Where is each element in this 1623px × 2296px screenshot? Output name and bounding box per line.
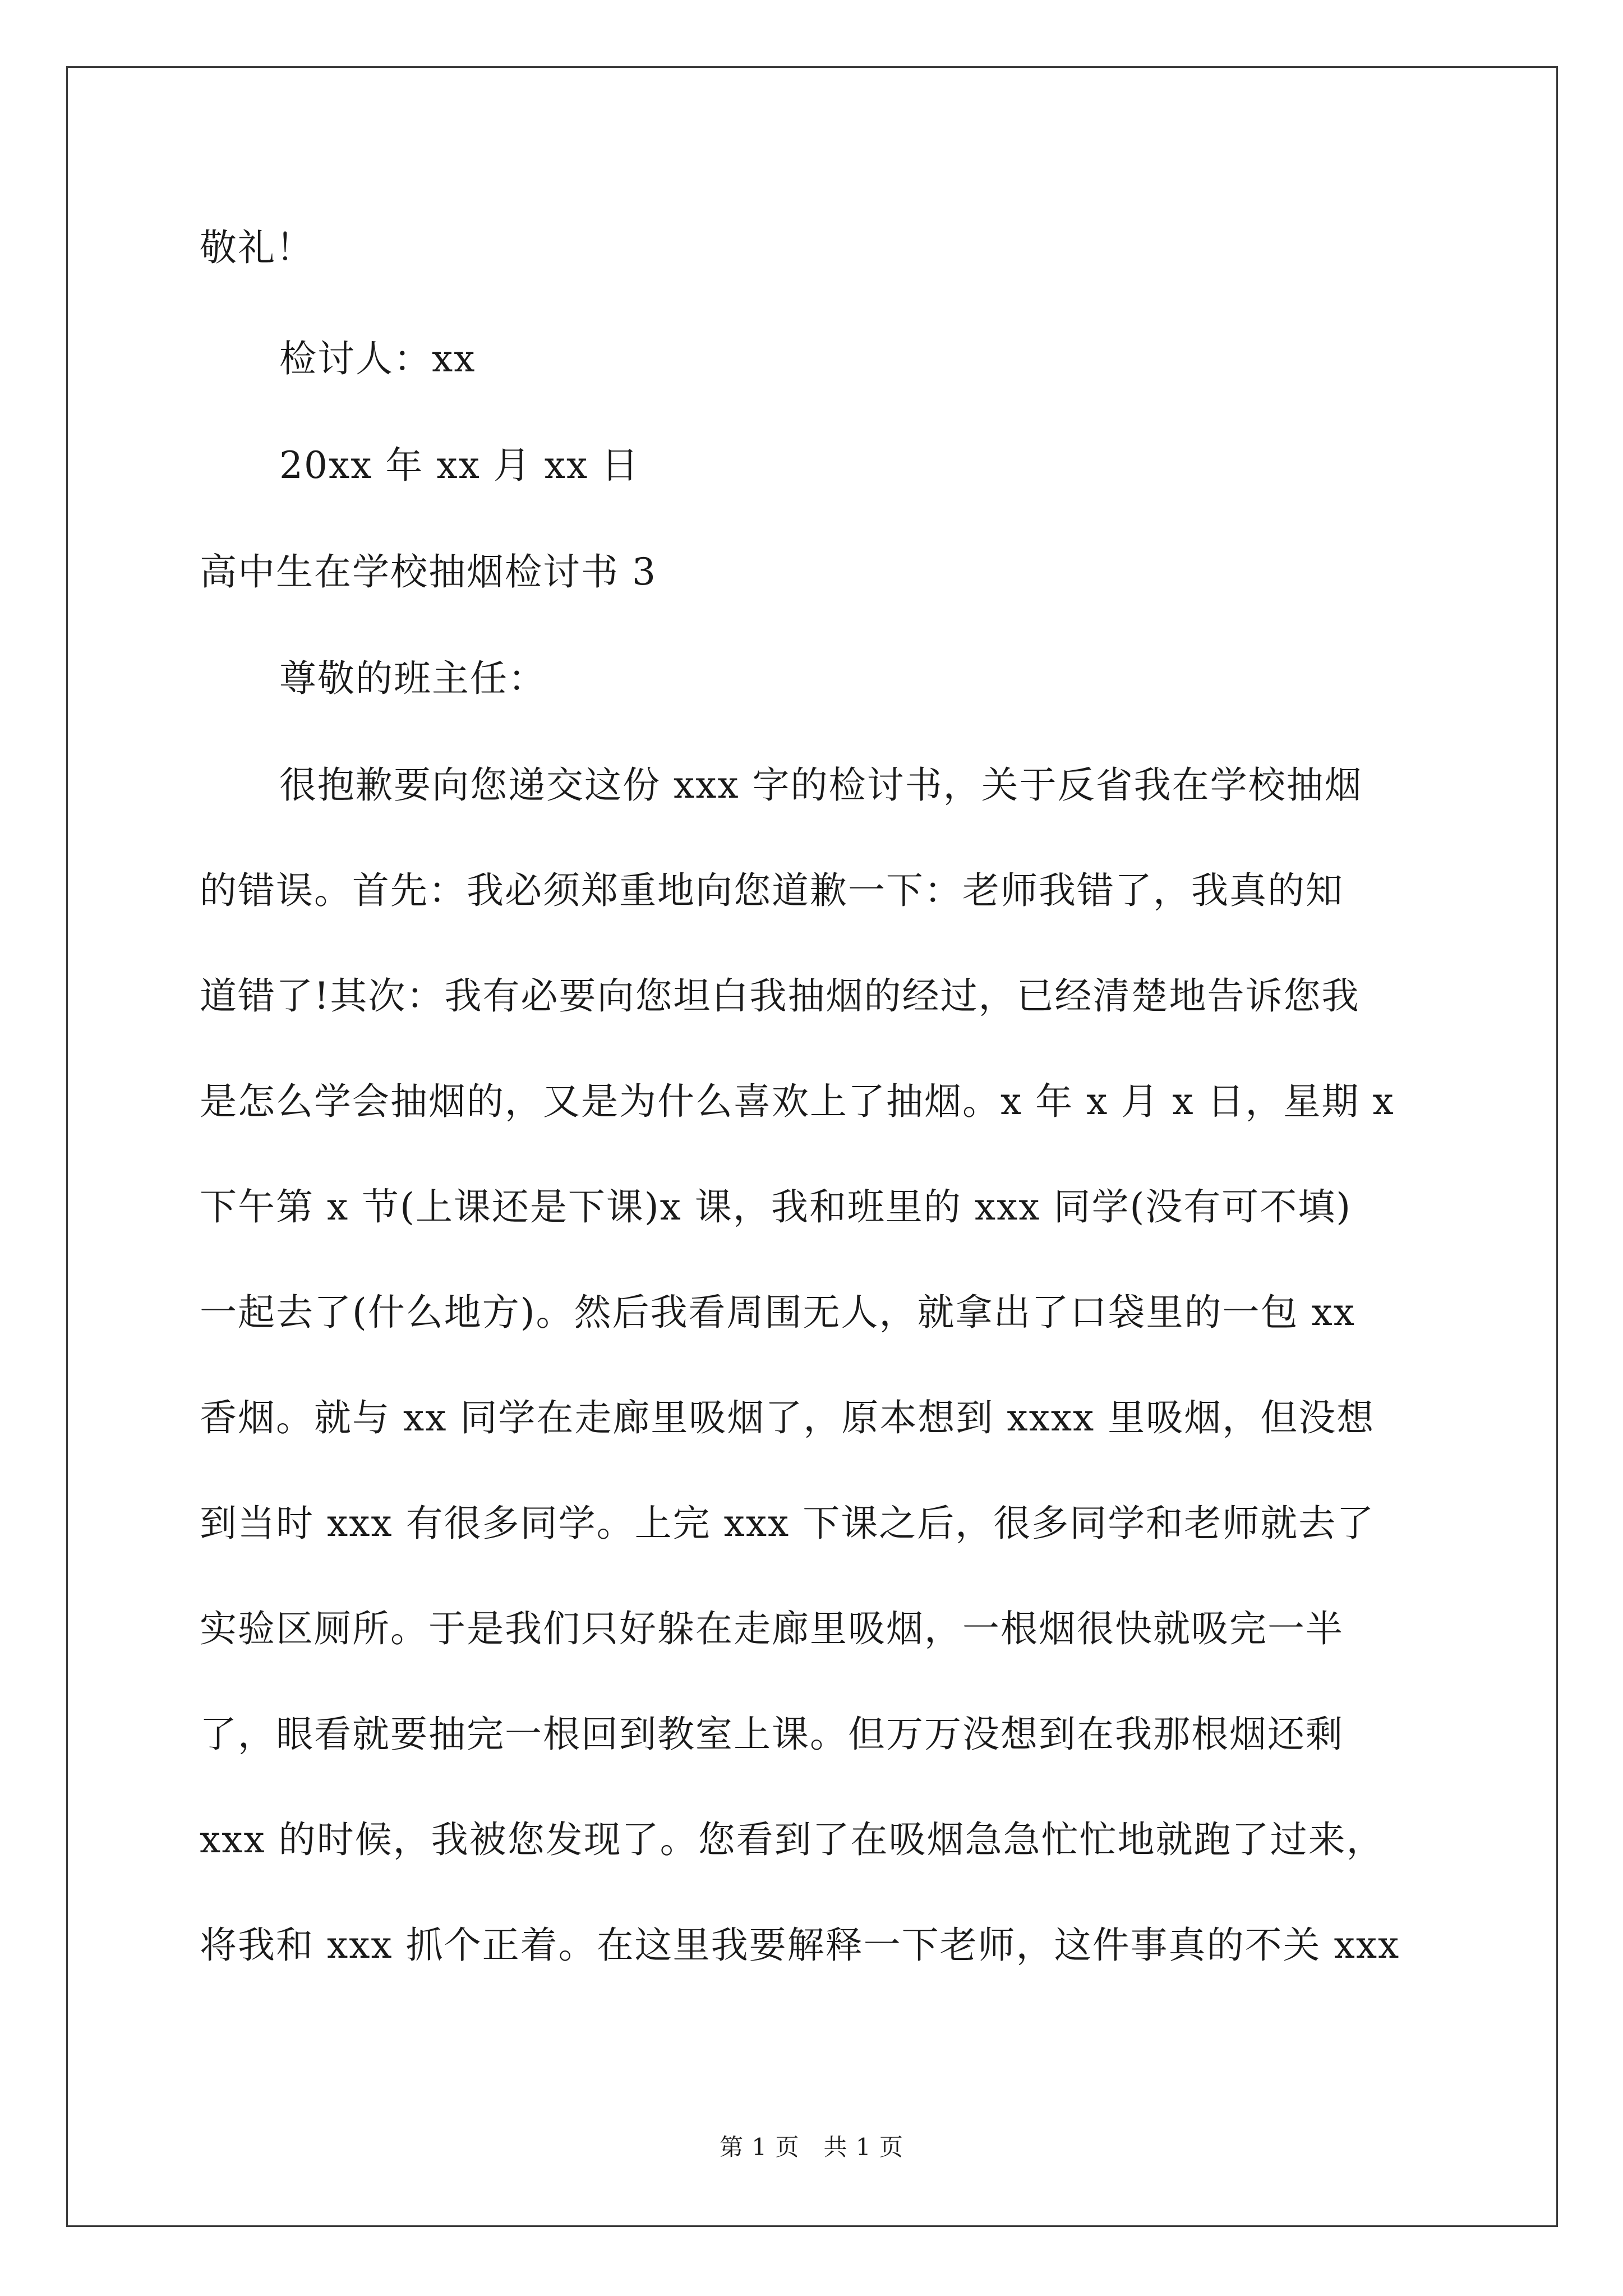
body-line: 将我和 xxx 抓个正着。在这里我要解释一下老师，这件事真的不关 xxx: [200, 1924, 1400, 1967]
page-footer: 第 1 页 共 1 页: [720, 2133, 903, 2161]
body-line: 香烟。就与 xx 同学在走廊里吸烟了，原本想到 xxxx 里吸烟，但没想: [200, 1396, 1375, 1439]
section-title: 高中生在学校抽烟检讨书 3: [200, 550, 657, 593]
body-line: 实验区厕所。于是我们只好躲在走廊里吸烟，一根烟很快就吸完一半: [200, 1607, 1344, 1650]
body-line: 了，眼看就要抽完一根回到教室上课。但万万没想到在我那根烟还剩: [200, 1713, 1344, 1756]
signer-text: 检讨人：xx: [279, 337, 476, 380]
body-line: 到当时 xxx 有很多同学。上完 xxx 下课之后，很多同学和老师就去了: [200, 1502, 1375, 1545]
body-line: 是怎么学会抽烟的，又是为什么喜欢上了抽烟。x 年 x 月 x 日，星期 x: [200, 1080, 1395, 1123]
body-line: 很抱歉要向您递交这份 xxx 字的检讨书，关于反省我在学校抽烟: [279, 763, 1363, 807]
body-line: 下午第 x 节(上课还是下课)x 课，我和班里的 xxx 同学(没有可不填): [200, 1185, 1352, 1228]
body-line: 道错了!其次：我有必要向您坦白我抽烟的经过，已经清楚地告诉您我: [200, 974, 1360, 1018]
page-border: [66, 66, 1558, 2227]
body-line: 的错误。首先：我必须郑重地向您道歉一下：老师我错了，我真的知: [200, 869, 1344, 912]
closing-text: 敬礼！: [200, 226, 314, 269]
salutation-text: 尊敬的班主任：: [279, 657, 546, 700]
body-line: xxx 的时候，我被您发现了。您看到了在吸烟急急忙忙地就跑了过来，: [200, 1818, 1385, 1861]
date-text: 20xx 年 xx 月 xx 日: [279, 444, 640, 487]
body-line: 一起去了(什么地方)。然后我看周围无人，就拿出了口袋里的一包 xx: [200, 1291, 1355, 1334]
